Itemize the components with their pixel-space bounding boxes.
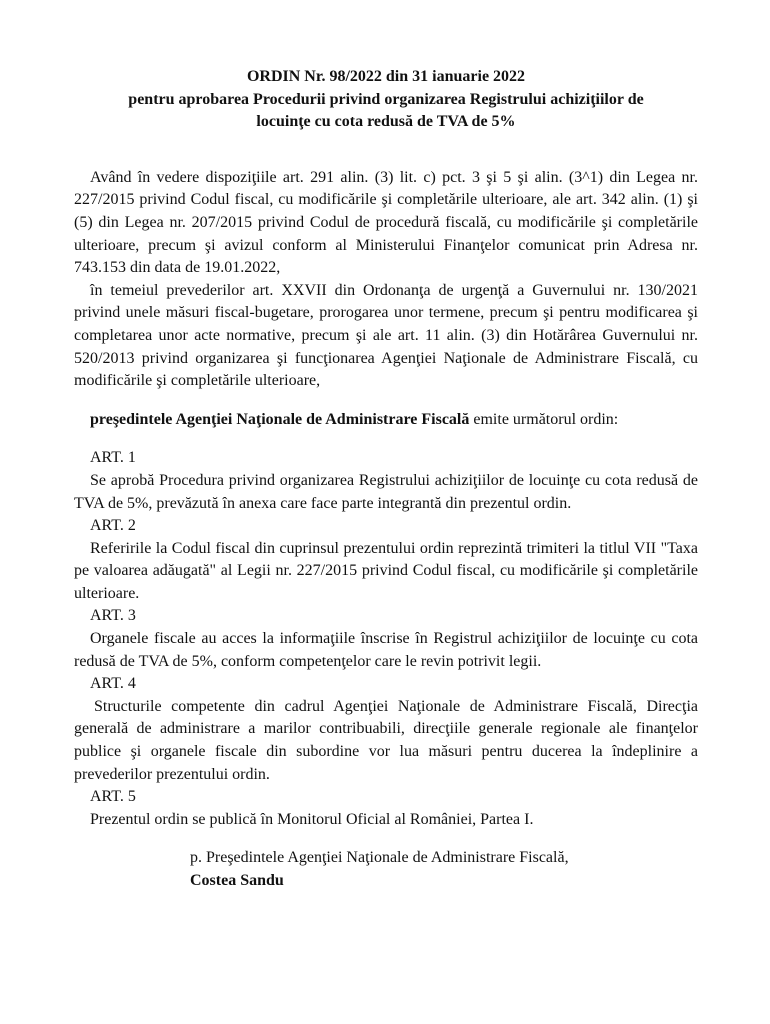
signature-name: Costea Sandu — [190, 872, 284, 889]
article-3-text: Organele fiscale au acces la informaţiile înscrise în Registrul achiziţiilor de locuinţe cu cota redusă de TVA de 5%, conform competenţelor care le revin potrivit legii. — [74, 630, 698, 670]
title-line-2: pentru aprobarea Procedurii privind organizarea Registrului achiziţiilor de — [128, 90, 644, 108]
document-title — [74, 66, 698, 134]
document-page — [74, 66, 698, 893]
article-2-heading: ART. 2 — [90, 517, 136, 535]
emitent-authority: preşedintele Agenţiei Naţionale de Administrare Fiscală — [90, 410, 470, 428]
emitent-statement — [74, 409, 698, 432]
article-3-heading: ART. 3 — [90, 607, 136, 625]
article-5-text: Prezentul ordin se publică în Monitorul Oficial al României, Partea I. — [90, 810, 534, 828]
preamble-paragraph-1: Având în vedere dispoziţiile art. 291 alin. (3) lit. c) pct. 3 şi 5 şi alin. (3^1) din Legea nr. 227/2015 privind Codul fiscal, cu modificările şi completările ulterioare, ale art. 342 alin. (1) şi (5) din Legea nr. 207/2015 privind Codul de procedură fiscală, cu modificările şi completările ulterioare, precum şi avizul conform al Ministerului Finanţelor comunicat prin Adresa nr. 743.153 din data de 19.01.2022, — [74, 168, 698, 277]
article-1-heading: ART. 1 — [90, 449, 136, 467]
article-4-text: Structurile competente din cadrul Agenţiei Naţionale de Administrare Fiscală, Direcţia generală de administrare a marilor contribuabili, direcţiile generale regionale ale finanţelor publice şi organele fiscale din subordine vor lua măsuri pentru ducerea la îndeplinire a prevederilor prezentului ordin. — [74, 697, 698, 783]
spacer — [74, 393, 698, 409]
article-2-text: Referirile la Codul fiscal din cuprinsul prezentului ordin reprezintă trimiteri la titlul VII "Taxa pe valoarea adăugată" al Legii nr. 227/2015 privind Codul fiscal, cu modificările şi completările ulterioare. — [74, 539, 698, 602]
title-line-3: locuinţe cu cota redusă de TVA de 5% — [256, 113, 516, 131]
spacer — [74, 134, 698, 167]
signature-role: p. Preşedintele Agenţiei Naţionale de Administrare Fiscală, — [190, 849, 569, 867]
title-line-1: ORDIN Nr. 98/2022 din 31 ianuarie 2022 — [246, 68, 526, 85]
article-4-heading: ART. 4 — [90, 675, 136, 693]
preamble-paragraph-2: în temeiul prevederilor art. XXVII din Ordonanţa de urgenţă a Guvernului nr. 130/2021 privind unele măsuri fiscal-bugetare, prorogarea unor termene, precum şi pentru modificarea şi completarea unor acte normative, precum şi ale art. 11 alin. (3) din Hotărârea Guvernului nr. 520/2013 privind organizarea şi funcţionarea Agenţiei Naţionale de Administrare Fiscală, cu modificările şi completările ulterioare, — [74, 281, 698, 390]
spacer — [74, 831, 698, 847]
emitent-rest: emite următorul ordin: — [469, 410, 619, 428]
article-5-heading: ART. 5 — [90, 788, 136, 806]
article-1-text: Se aprobă Procedura privind organizarea Registrului achiziţiilor de locuinţe cu cota redusă de TVA de 5%, prevăzută în anexa care face parte integrantă din prezentul ordin. — [74, 471, 698, 512]
spacer — [74, 431, 698, 447]
